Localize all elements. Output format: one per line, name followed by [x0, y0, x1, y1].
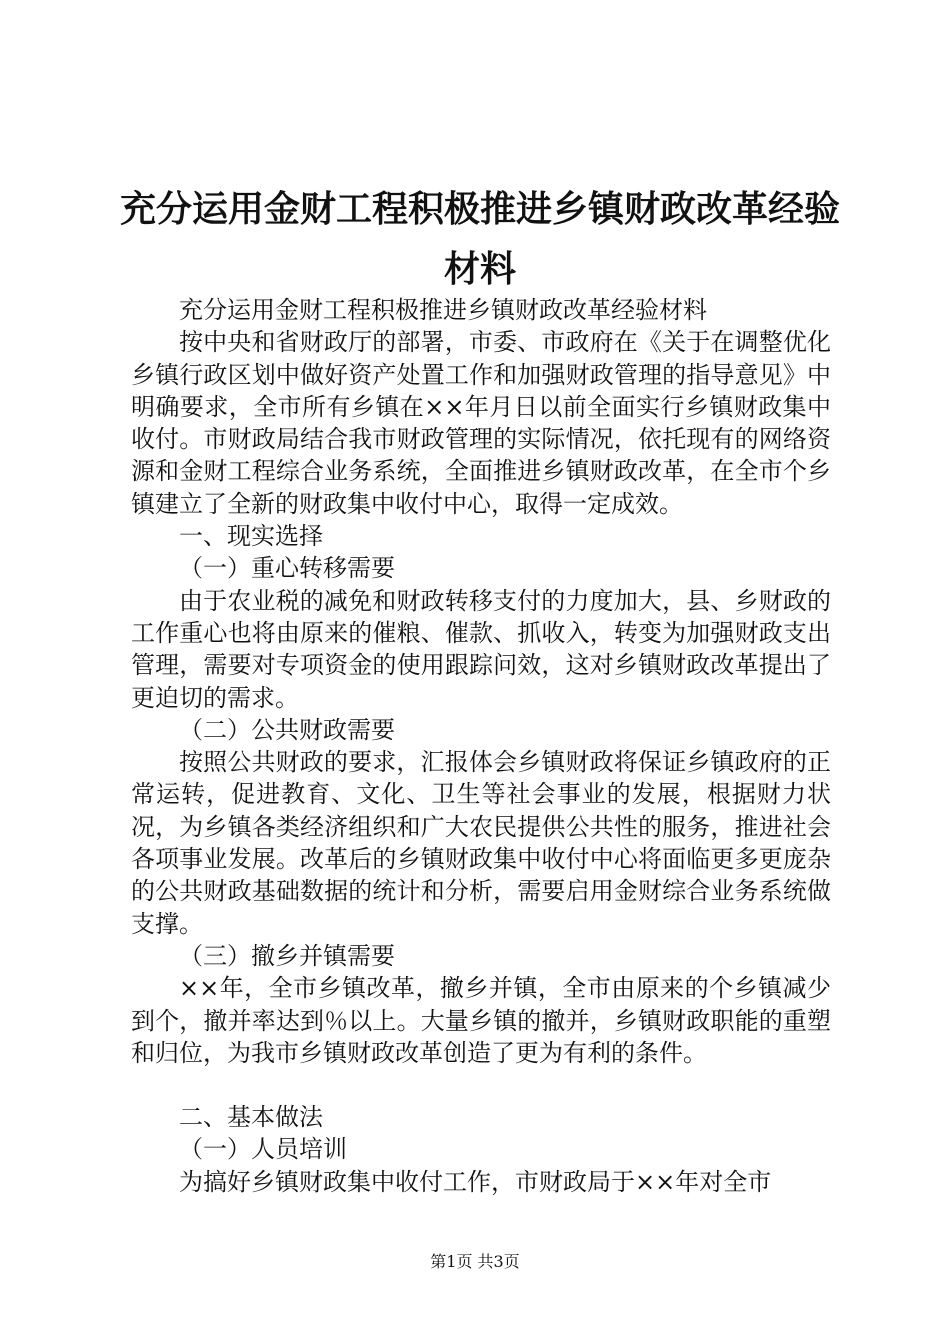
section-heading-1: 一、现实选择: [179, 522, 323, 551]
paragraph-1-2: 按照公共财政的要求，汇报体会乡镇财政将保证乡镇政府的正常运转，促进教育、文化、卫生等社会事业的发展，根据财力状况，为乡镇各类经济组织和广大农民提供公共性的服务，推进社会各项事业发展。改革后的乡镇财政集中收付中心将面临更多更庞杂的公共财政基础数据的统计和分析，需要启用金财综合业务系统做支撑。: [131, 748, 831, 938]
intro-paragraph: 按中央和省财政厅的部署，市委、市政府在《关于在调整优化乡镇行政区划中做好资产处置工作和加强财政管理的指导意见》中明确要求，全市所有乡镇在××年月日以前全面实行乡镇财政集中收付。市财政局结合我市财政管理的实际情况，依托现有的网络资源和金财工程综合业务系统，全面推进乡镇财政改革，在全市个乡镇建立了全新的财政集中收付中心，取得一定成效。: [131, 328, 831, 518]
subsection-heading-1-2: （二）公共财政需要: [179, 715, 395, 744]
document-body: [131, 294, 831, 1198]
paragraph-2-1: 为搞好乡镇财政集中收付工作，市财政局于××年对全市: [179, 1167, 772, 1196]
paragraph-1-3: ××年，全市乡镇改革，撤乡并镇，全市由原来的个乡镇减少到个，撤并率达到％以上。大量乡镇的撤并，乡镇财政职能的重塑和归位，为我市乡镇财政改革创造了更为有利的条件。: [131, 974, 831, 1067]
subsection-heading-1-3: （三）撤乡并镇需要: [179, 941, 395, 970]
paragraph-gap: [131, 1069, 831, 1101]
section-heading-2: 二、基本做法: [179, 1103, 323, 1132]
subsection-heading-2-1: （一）人员培训: [179, 1135, 347, 1164]
subsection-heading-1-1: （一）重心转移需要: [179, 554, 395, 583]
document-title-line-2: 材料: [443, 249, 516, 290]
page-footer: 第1页 共3页: [430, 1252, 520, 1271]
document-title-line-1: 充分运用金财工程积极推进乡镇财政改革经验: [119, 189, 840, 230]
paragraph-1-1: 由于农业税的减免和财政转移支付的力度加大，县、乡财政的工作重心也将由原来的催粮、催款、抓收入，转变为加强财政支出管理，需要对专项资金的使用跟踪问效，这对乡镇财政改革提出了更迫切的需求。: [131, 586, 831, 712]
intro-heading: 充分运用金财工程积极推进乡镇财政改革经验材料: [179, 296, 707, 324]
